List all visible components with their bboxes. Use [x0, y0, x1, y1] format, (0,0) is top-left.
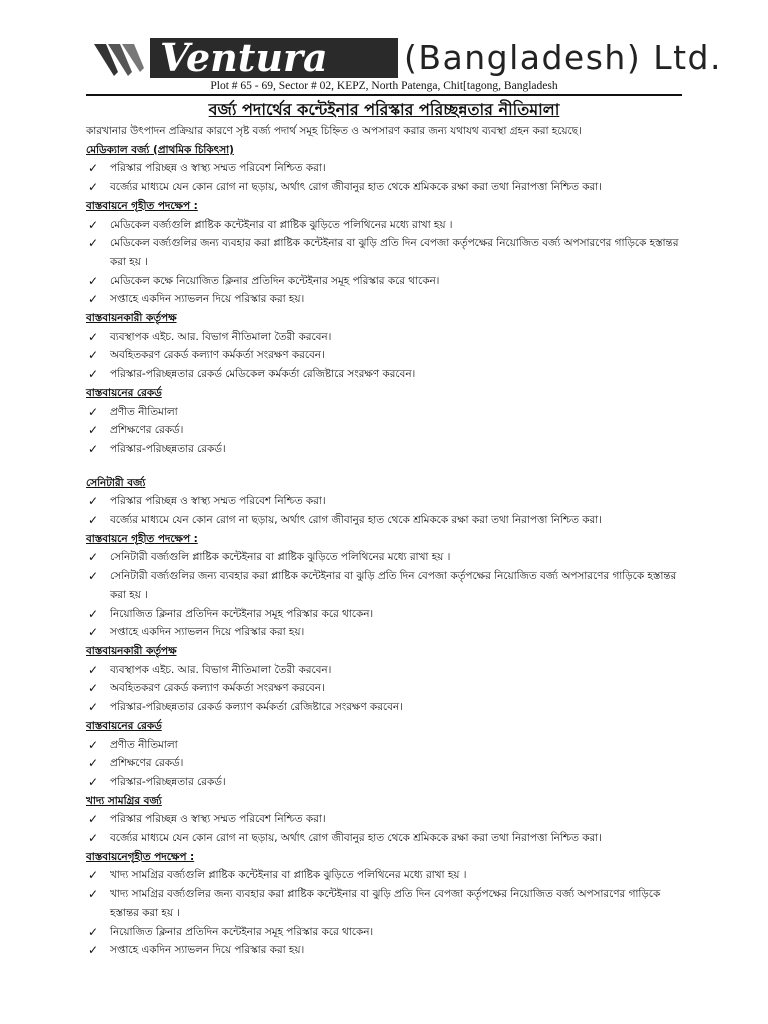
list-item-text: সপ্তাহে একদিন স্যাভলন দিয়ে পরিস্কার করা হয়।	[110, 293, 305, 306]
list-item-text: বর্জ্যের মাধ্যমে যেন কোন রোগ না ছড়ায়, অর্থাৎ রোগ জীবানুর হাত থেকে শ্রমিককে রক্ষা করা তথা নিরাপত্তা নিশ্চিত করা।	[110, 514, 602, 527]
list-item	[86, 511, 686, 530]
list-item-text: নিয়োজিত ক্লিনার প্রতিদিন কন্টেইনার সমূহ পরিস্কার করে থাকেন।	[110, 607, 374, 620]
list-item-text: সেনিটারী বর্জ্যগুলির জন্য ব্যবহার করা প্লাষ্টিক কন্টেইনার বা ঝুড়ি প্রতি দিন বেপজা কর্তৃপক্ষের নিয়োজিত বর্জ্য অপসারণের গাড়িকে হস্তান্তর করা হয় ।	[110, 570, 677, 601]
checkmark-icon: ✓	[88, 423, 99, 438]
section-list	[86, 492, 686, 529]
list-item-text: পরিস্কার-পরিচ্ছন্নতার রেকর্ড।	[110, 775, 226, 788]
checkmark-icon: ✓	[88, 513, 99, 528]
checkmark-icon: ✓	[88, 180, 99, 195]
checkmark-icon: ✓	[88, 662, 99, 677]
list-item	[86, 773, 686, 792]
list-item-text: প্রণীত নীতিমালা	[110, 738, 178, 751]
header-divider	[86, 94, 682, 96]
list-item-text: পরিস্কার-পরিচ্ছন্নতার রেকর্ড মেডিকেল কর্মকর্তা রেজিষ্টারে সংরক্ষণ করবেন।	[110, 368, 416, 381]
list-item	[86, 623, 686, 642]
list-item	[86, 403, 686, 422]
company-logo	[92, 35, 722, 82]
checkmark-icon: ✓	[88, 774, 99, 789]
intro-paragraph: কারখানার উৎপাদন প্রক্রিয়ার কারণে সৃষ্ট বর্জ্য পদার্থ সমূহ চিহ্নিত ও অপসারণ করার জন্য যথাযথ ব্যবস্থা গ্রহন করা হয়েছে।	[86, 125, 582, 137]
list-item-text: ব্যবস্থাপক এইচ. আর. বিভাগ নীতিমালা তৈরী করবেন।	[110, 330, 332, 343]
list-item-text: পরিস্কার পরিচ্ছন্ন ও স্বাস্থ্য সম্মত পরিবেশ নিশ্চিত করা।	[110, 813, 326, 826]
list-item-text: পরিস্কার-পরিচ্ছন্নতার রেকর্ড কল্যাণ কর্মকর্তা রেজিষ্টারে সংরক্ষণ করবেন।	[110, 701, 403, 714]
list-item	[86, 679, 686, 698]
checkmark-icon: ✓	[88, 756, 99, 771]
list-item	[86, 661, 686, 680]
checkmark-icon: ✓	[88, 273, 99, 288]
checkmark-icon: ✓	[88, 348, 99, 363]
checkmark-icon: ✓	[88, 217, 99, 232]
section-heading: বাস্তবায়নকারী কর্তৃপক্ষ	[86, 644, 177, 657]
list-item-text: খাদ্য সামগ্রির বর্জ্যগুলির জন্য ব্যবহার করা প্লাষ্টিক কন্টেইনার বা ঝুড়ি প্রতি দিন বেপজা কর্তৃপক্ষের নিয়োজিত বর্জ্য অপসারণের গাড়িকে হস্তান্তর করা হয় ।	[110, 888, 661, 919]
list-item	[86, 290, 686, 309]
checkmark-icon: ✓	[88, 606, 99, 621]
list-item	[86, 328, 686, 347]
checkmark-icon: ✓	[88, 404, 99, 419]
list-item	[86, 492, 686, 511]
list-item-text: সপ্তাহে একদিন স্যাভলন দিয়ে পরিস্কার করা হয়।	[110, 944, 305, 957]
checkmark-icon: ✓	[88, 625, 99, 640]
section-list	[86, 159, 686, 196]
list-item	[86, 829, 686, 848]
list-item	[86, 810, 686, 829]
list-item-text: খাদ্য সামগ্রির বর্জ্যগুলি প্লাষ্টিক কন্টেইনার বা প্লাষ্টিক ঝুড়িতে পলিথিনের মধ্যে রাখা হয় ।	[110, 869, 467, 882]
section-list	[86, 216, 686, 310]
section-heading: বাস্তবায়নে গৃহীত পদক্ষেপ :	[86, 532, 198, 545]
list-item-text: পরিস্কার-পরিচ্ছন্নতার রেকর্ড।	[110, 442, 226, 455]
list-item	[86, 736, 686, 755]
checkmark-icon: ✓	[88, 494, 99, 509]
checkmark-icon: ✓	[88, 161, 99, 176]
list-item	[86, 216, 686, 235]
list-item	[86, 234, 686, 271]
document-title: বর্জ্য পদার্থের কন্টেইনার পরিস্কার পরিচ্ছন্নতার নীতিমালা	[208, 100, 560, 119]
section-heading: বাস্তবায়নের রেকর্ড	[86, 719, 162, 732]
section-list	[86, 866, 686, 960]
list-item-text: পরিস্কার পরিচ্ছন্ন ও স্বাস্থ্য সম্মত পরিবেশ নিশ্চিত করা।	[110, 495, 326, 508]
checkmark-icon: ✓	[88, 887, 99, 902]
list-item	[86, 941, 686, 960]
list-item	[86, 421, 686, 440]
list-item-text: অবহিতকরণ রেকর্ড কল্যাণ কর্মকর্তা সংরক্ষণ করবেন।	[110, 682, 325, 695]
list-item-text: প্রশিক্ষণের রেকর্ড।	[110, 424, 184, 437]
list-item	[86, 346, 686, 365]
checkmark-icon: ✓	[88, 569, 99, 584]
section-heading: বাস্তবায়নেগৃহীত পদক্ষেপ :	[86, 850, 195, 863]
section-list	[86, 810, 686, 847]
checkmark-icon: ✓	[88, 236, 99, 251]
checkmark-icon: ✓	[88, 924, 99, 939]
checkmark-icon: ✓	[88, 943, 99, 958]
list-item	[86, 885, 686, 922]
section-heading: খাদ্য সামগ্রির বর্জ্য	[86, 794, 162, 807]
list-item	[86, 605, 686, 624]
checkmark-icon: ✓	[88, 868, 99, 883]
section-heading: বাস্তবায়নে গৃহীত পদক্ষেপ :	[86, 199, 198, 212]
list-item-text: মেডিকেল বর্জ্যগুলি প্লাষ্টিক কন্টেইনার বা প্লাষ্টিক ঝুড়িতে পলিথিনের মধ্যে রাখা হয় ।	[110, 218, 453, 231]
checkmark-icon: ✓	[88, 329, 99, 344]
list-item	[86, 754, 686, 773]
checkmark-icon: ✓	[88, 812, 99, 827]
list-item-text: পরিস্কার পরিচ্ছন্ন ও স্বাস্থ্য সম্মত পরিবেশ নিশ্চিত করা।	[110, 162, 326, 175]
section-list	[86, 548, 686, 642]
list-item	[86, 159, 686, 178]
checkmark-icon: ✓	[88, 681, 99, 696]
checkmark-icon: ✓	[88, 292, 99, 307]
list-item-text: প্রণীত নীতিমালা	[110, 405, 178, 418]
company-address: Plot # 65 - 69, Sector # 02, KEPZ, North Patenga, Chit[tagong, Bangladesh	[210, 80, 558, 92]
list-item-text: অবহিতকরণ রেকর্ড কল্যাণ কর্মকর্তা সংরক্ষণ করবেন।	[110, 349, 325, 362]
list-item	[86, 698, 686, 717]
list-item	[86, 567, 686, 604]
ventura-logo-icon	[92, 42, 154, 78]
list-item	[86, 440, 686, 459]
list-item	[86, 272, 686, 291]
list-item-text: ব্যবস্থাপক এইচ. আর. বিভাগ নীতিমালা তৈরী করবেন।	[110, 663, 332, 676]
section-list	[86, 736, 686, 792]
list-item-text: মেডিকেল বর্জ্যগুলির জন্য ব্যবহার করা প্লাষ্টিক কন্টেইনার বা ঝুড়ি প্রতি দিন বেপজা কর্তৃপক্ষের নিয়োজিত বর্জ্য অপসারণের গাড়িকে হস্তান্তর করা হয় ।	[110, 237, 679, 268]
list-item-text: প্রশিক্ষণের রেকর্ড।	[110, 757, 184, 770]
list-item-text: সেনিটারী বর্জ্যগুলি প্লাষ্টিক কন্টেইনার বা প্লাষ্টিক ঝুড়িতে পলিথিনের মধ্যে রাখা হয় ।	[110, 551, 451, 564]
section-list	[86, 403, 686, 459]
checkmark-icon: ✓	[88, 441, 99, 456]
section-heading: সেনিটারী বর্জ্য	[86, 476, 146, 489]
checkmark-icon: ✓	[88, 550, 99, 565]
list-item	[86, 923, 686, 942]
list-item	[86, 866, 686, 885]
checkmark-icon: ✓	[88, 700, 99, 715]
list-item	[86, 178, 686, 197]
checkmark-icon: ✓	[88, 367, 99, 382]
section-heading: বাস্তবায়নকারী কর্তৃপক্ষ	[86, 312, 177, 325]
list-item-text: নিয়োজিত ক্লিনার প্রতিদিন কন্টেইনার সমূহ পরিস্কার করে থাকেন।	[110, 925, 374, 938]
list-item	[86, 548, 686, 567]
list-item-text: বর্জ্যের মাধ্যমে যেন কোন রোগ না ছড়ায়, অর্থাৎ রোগ জীবানুর হাত থেকে শ্রমিককে রক্ষা করা তথা নিরাপত্তা নিশ্চিত করা।	[110, 832, 602, 845]
logo-company-suffix: (Bangladesh) Ltd.	[404, 38, 722, 77]
section-list	[86, 661, 686, 717]
list-item-text: সপ্তাহে একদিন স্যাভলন দিয়ে পরিস্কার করা হয়।	[110, 626, 305, 639]
logo-brand-text: Ventura	[150, 38, 398, 78]
checkmark-icon: ✓	[88, 737, 99, 752]
list-item	[86, 365, 686, 384]
section-list	[86, 328, 686, 384]
list-item-text: মেডিকেল কক্ষে নিয়োজিত ক্লিনার প্রতিদিন কন্টেইনার সমূহ পরিস্কার করে থাকেন।	[110, 274, 440, 287]
section-heading: মেডিক্যাল বর্জ্য (প্রাথমিক চিকিৎসা)	[86, 143, 234, 156]
section-heading: বাস্তবায়নের রেকর্ড	[86, 386, 162, 399]
list-item-text: বর্জ্যের মাধ্যমে যেন কোন রোগ না ছড়ায়, অর্থাৎ রোগ জীবানুর হাত থেকে শ্রমিককে রক্ষা করা তথা নিরাপত্তা নিশ্চিত করা।	[110, 181, 602, 194]
checkmark-icon: ✓	[88, 831, 99, 846]
document-body	[86, 122, 686, 960]
